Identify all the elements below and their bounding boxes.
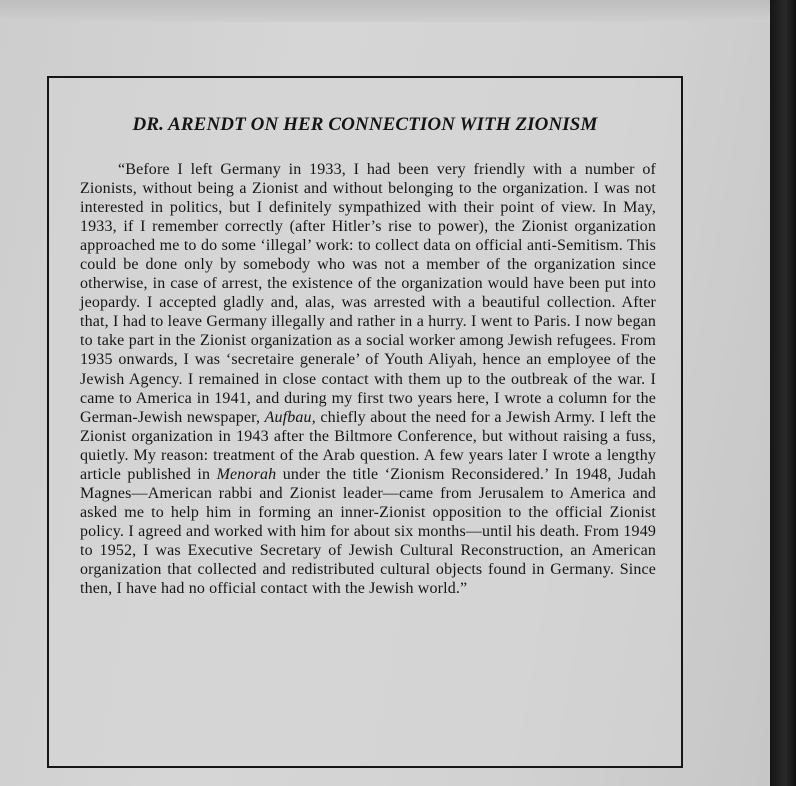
newspaper-title-aufbau: Aufbau (264, 408, 312, 426)
quote-paragraph (80, 160, 656, 598)
sidebar-box (47, 76, 683, 768)
quote-text-part: under the title ‘Zionism Reconsidered.’ In 1948, Judah Magnes—American rabbi and Zionist leader—came from Jerusalem to America and asked me to help him in forming an inner-Zionist opposition to the official Zionist policy. I agreed and worked with him for about six months—until his death. From 1949 to 1952, I was Executive Secretary of Jewish Cultural Reconstruction, an American organization that collected and redistributed cultural objects found in Germany. Since then, I have had no official contact with the Jewish world.” (80, 465, 656, 598)
box-heading: DR. ARENDT ON HER CONNECTION WITH ZIONISM (132, 114, 598, 135)
quote-text-part: “Before I left Germany in 1933, I had been very friendly with a number of Zionists, without being a Zionist and without belonging to the organization. I was not interested in politics, but I definitely sympathized with their point of view. In May, 1933, if I remember correctly (after Hitler’s rise to power), the Zionist organization approached me to do some ‘illegal’ work: to collect data on official anti-Semitism. This could be done only by somebody who was not a member of the organization since otherwise, in case of arrest, the existence of the organization would have been put into jeopardy. I accepted gladly and, alas, was arrested with a beautiful collection. After that, I had to leave Germany illegally and rather in a hurry. I went to Paris. I now began to take part in the Zionist organization as a social worker among Jewish refugees. From 1935 onwards, I was ‘secretaire generale’ of Youth Aliyah, hence an employee of the Jewish Agency. I remained in close contact with them up to the outbreak of the war. I came to America in 1941, and during my first two years here, I wrote a column for the German-Jewish newspaper, (80, 161, 656, 426)
quote-text-part: , chiefly about the need for a Jewish Army. I left the Zionist organization in 1943 after the Biltmore Conference, but without raising a fuss, quietly. My reason: treatment of the Arab question. A few years later I wrote a lengthy article published in (80, 408, 657, 483)
journal-title-menorah: Menorah (216, 465, 277, 483)
page-top-shadow (0, 0, 770, 22)
scanner-edge (770, 0, 796, 786)
